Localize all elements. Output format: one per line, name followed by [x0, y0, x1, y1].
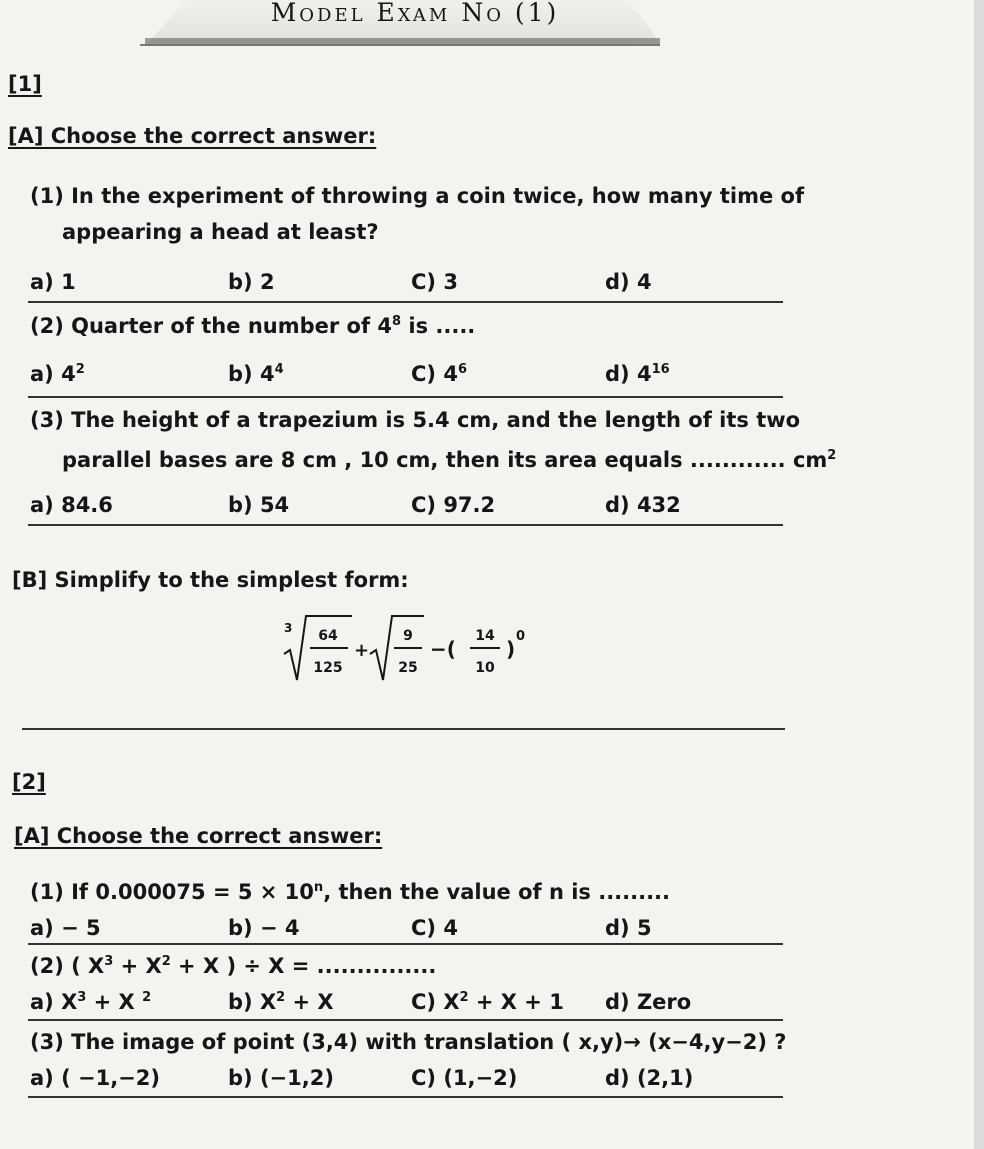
frac1-numerator: 64 [318, 628, 338, 644]
s1-q1-option-c[interactable]: C) 3 [411, 270, 458, 294]
s2-q2-option-c[interactable]: C) $X^2 + X + 1$ [411, 990, 564, 1014]
s1-q2-option-a[interactable]: a) $4^2$ [30, 362, 85, 386]
exam-title: Model Exam No (1) [270, 0, 560, 27]
s2-q1-option-a[interactable]: a) − 5 [30, 916, 101, 940]
page-edge [974, 0, 984, 1149]
s1-q3-line2: parallel bases are 8 cm , 10 cm, then its area equals ............ $cm^2$ [62, 448, 837, 472]
frac3-denominator: 10 [475, 660, 495, 676]
section-2-part-a-heading: [A] Choose the correct answer: [14, 824, 383, 848]
s1-q1-option-d[interactable]: d) 4 [605, 270, 652, 294]
s1-q3-option-d[interactable]: d) 432 [605, 493, 681, 517]
section-2-label: [2] [12, 770, 46, 794]
plus-sign: + [354, 640, 370, 661]
s1-q1-option-b[interactable]: b) 2 [228, 270, 275, 294]
s2-q1-option-c[interactable]: C) 4 [411, 916, 458, 940]
s2-q3-option-b[interactable]: b) (−1,2) [228, 1066, 334, 1090]
s1-q3-line1: (3) The height of a trapezium is 5.4 cm, and the length of its two [30, 408, 801, 432]
s2-q1-question: (1) If $0.000075 = 5 \times 10^n$, then the value of n is ......... [30, 880, 671, 904]
s2-q2-option-d[interactable]: d) Zero [605, 990, 692, 1014]
s1-q3-option-a[interactable]: a) 84.6 [30, 493, 113, 517]
frac3-numerator: 14 [475, 628, 495, 644]
s1-q2-option-c[interactable]: C) $4^6$ [411, 362, 467, 386]
section-1-label: [1] [8, 72, 42, 96]
answer-line [22, 728, 785, 730]
frac2-numerator: 9 [403, 628, 413, 644]
title-underline [140, 44, 660, 46]
s1-q1-line2: appearing a head at least? [62, 220, 379, 244]
s2-q3-option-c[interactable]: C) (1,−2) [411, 1066, 518, 1090]
divider [28, 1096, 783, 1098]
close-paren: ) [506, 637, 516, 661]
simplify-expression [280, 610, 680, 690]
frac2-denominator: 25 [398, 660, 418, 676]
s2-q1-option-d[interactable]: d) 5 [605, 916, 652, 940]
divider [28, 1019, 783, 1021]
s1-q2-option-b[interactable]: b) $4^4$ [228, 362, 284, 386]
divider [28, 301, 783, 303]
divider [28, 524, 783, 526]
frac1-denominator: 125 [313, 660, 343, 676]
cbrt-index: 3 [284, 621, 293, 635]
minus-paren: −( [430, 637, 456, 661]
zero-exponent: 0 [516, 629, 526, 644]
divider [28, 943, 783, 945]
section-1-part-b-heading: [B] Simplify to the simplest form: [12, 568, 409, 592]
s1-q3-option-c[interactable]: C) 97.2 [411, 493, 496, 517]
s1-q2-question: (2) Quarter of the number of $4^8$ is ..... [30, 314, 476, 338]
s1-q2-option-d[interactable]: d) $4^{16}$ [605, 362, 670, 386]
s2-q3-option-a[interactable]: a) ( −1,−2) [30, 1066, 160, 1090]
s2-q3-option-d[interactable]: d) (2,1) [605, 1066, 694, 1090]
divider [28, 396, 783, 398]
s2-q3-question: (3) The image of point (3,4) with translation ( x,y)→ (x−4,y−2) ? [30, 1030, 787, 1054]
s2-q2-question: (2) ( $X^3 + X^2 + X$ ) ÷ X = ............... [30, 954, 437, 978]
s1-q3-option-b[interactable]: b) 54 [228, 493, 290, 517]
s1-q1-option-a[interactable]: a) 1 [30, 270, 76, 294]
s2-q2-option-a[interactable]: a) $X^3 + X$ $^2$ [30, 990, 152, 1014]
s2-q1-option-b[interactable]: b) − 4 [228, 916, 300, 940]
section-1-part-a-heading: [A] Choose the correct answer: [8, 124, 377, 148]
s1-q1-line1: (1) In the experiment of throwing a coin twice, how many time of [30, 184, 805, 208]
s2-q2-option-b[interactable]: b) $X^2 + X$ [228, 990, 334, 1014]
